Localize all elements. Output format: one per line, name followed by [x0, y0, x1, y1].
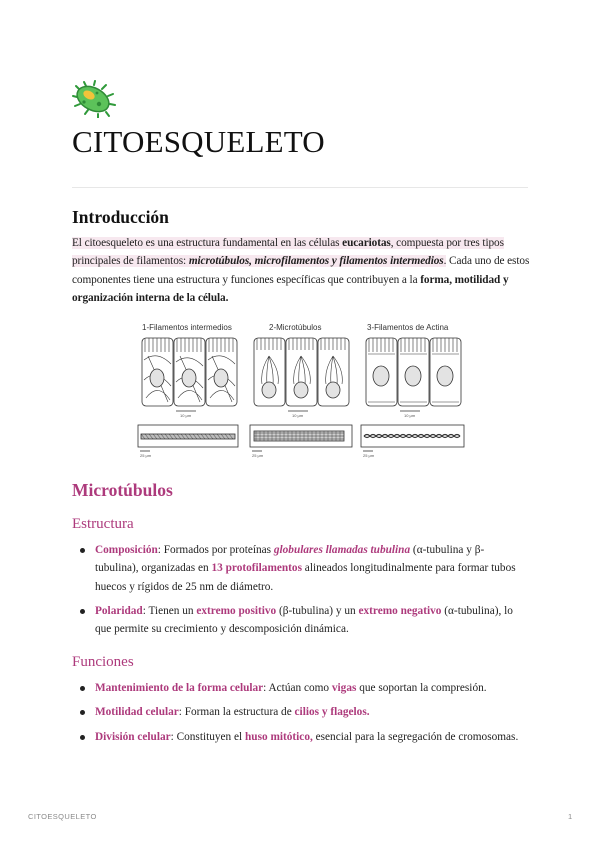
divider [72, 187, 528, 188]
intro-bold-functions: forma, motilidad y organización interna de la célula. [72, 273, 509, 304]
microtubulos-heading: Microtúbulos [72, 480, 173, 500]
bullet-emphasis: globulares llamadas tubulina [273, 544, 411, 556]
figure-scale-3: 10 μm [404, 413, 416, 418]
page-title: CITOESQUELETO [72, 124, 325, 159]
bullet-label: Composición [95, 544, 158, 556]
funciones-heading: Funciones [72, 654, 134, 670]
figure-scale-2: 10 μm [292, 413, 304, 418]
bullet-label: División celular [95, 730, 171, 743]
funciones-list [72, 679, 522, 752]
figure-filament-strips [138, 425, 464, 451]
bullet-label: Mantenimiento de la forma celular [95, 682, 264, 694]
footer-title: CITOESQUELETO [28, 812, 97, 821]
bullet-text: (α-tubulina y β-tubulina), organizadas en [95, 544, 485, 575]
estructura-heading: Estructura [72, 516, 134, 532]
figure-bottom-scale-1: 25 μm [140, 453, 152, 458]
bullet-text: : Tienen un [142, 604, 197, 617]
intro-heading: Introducción [72, 207, 169, 227]
figure-panel2-label: 2-Microtúbulos [269, 323, 322, 332]
page-number: 1 [568, 812, 573, 821]
microbe-icon [72, 80, 116, 118]
bullet-emphasis: vigas [331, 682, 357, 694]
cytoskeleton-figure [136, 320, 466, 462]
bullet-text: : Formados por proteínas [157, 544, 274, 556]
bullet-emphasis: extremo positivo [196, 604, 277, 617]
bullet-emphasis: 13 protofilamentos [211, 562, 302, 575]
intro-filament-types: microtúbulos, microfilamentos y filamentos intermedios [188, 255, 444, 268]
figure-panel3-label: 3-Filamentos de Actina [367, 323, 449, 332]
estructura-list [72, 541, 522, 644]
figure-panel1-cells [142, 338, 237, 411]
intro-bold-eucariotas: eucariotas [342, 237, 391, 249]
intro-paragraph [72, 234, 532, 307]
bullet-text: (β-tubulina) y un [276, 604, 359, 617]
figure-scale-1: 10 μm [180, 413, 192, 418]
bullet-text: esencial para la segregación de cromosomas. [312, 730, 519, 743]
list-item [72, 728, 522, 746]
bullet-label: Motilidad celular [95, 706, 179, 719]
bullet-text: : Actúan como [263, 682, 332, 694]
intro-text-2-end: . [443, 255, 447, 268]
bullet-text: que soportan la compresión. [356, 682, 487, 694]
figure-panel2-cells [254, 338, 349, 411]
list-item [72, 703, 522, 721]
intro-text-3: Cada uno de estos componentes tiene una estructura y funciones específicas que contribuyen a la [72, 255, 530, 286]
list-item [72, 602, 522, 639]
figure-bottom-scale-2: 25 μm [252, 453, 264, 458]
bullet-text: : Forman la estructura de [178, 706, 295, 719]
list-item [72, 679, 522, 697]
list-item [72, 541, 522, 596]
figure-bottom-scale-3: 25 μm [363, 453, 375, 458]
intro-text-2: , compuesta por tres tipos principales de filamentos: [72, 237, 504, 268]
bullet-emphasis: huso mitótico, [245, 730, 313, 743]
figure-panel3-cells [366, 338, 461, 411]
bullet-text: alineados longitudinalmente para formar tubos huecos y rígidos de 25 nm de diámetro. [95, 562, 516, 593]
intro-text-1: El citoesqueleto es una estructura fundamental en las células [72, 237, 343, 249]
bullet-emphasis: cilios y flagelos. [294, 706, 370, 719]
bullet-label: Polaridad [95, 604, 143, 617]
bullet-emphasis: extremo negativo [358, 604, 442, 617]
figure-panel1-label: 1-Filamentos intermedios [142, 323, 232, 332]
bullet-text: : Constituyen el [170, 730, 246, 743]
bullet-text: (α-tubulina), lo que permite su crecimiento y descomposición dinámica. [95, 604, 513, 636]
